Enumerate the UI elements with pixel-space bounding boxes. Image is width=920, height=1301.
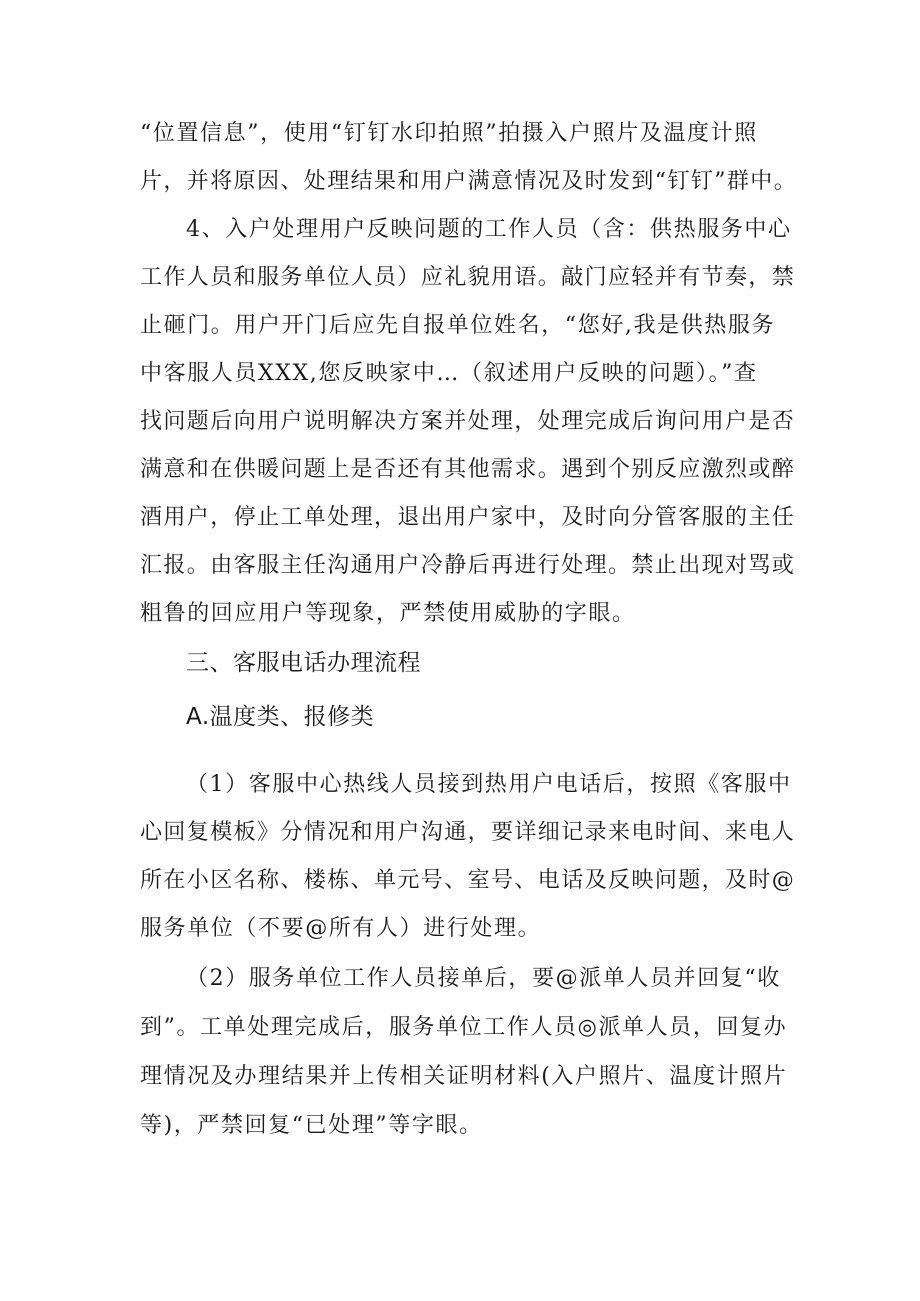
text-line: 片，并将原因、处理结果和用户满意情况及时发到“钉钉”群中。 (140, 169, 798, 194)
text-line: 4、入户处理用户反映问题的工作人员（含：供热服务中心 (186, 217, 792, 242)
text-line: “位置信息”，使用“钉钉水印拍照”拍摄入户照片及温度计照 (140, 121, 758, 146)
text-line: 中客服人员XXX,您反映家中…（叙述用户反映的问题）。”查 (140, 361, 758, 386)
text-line: 心回复模板》分情况和用户沟通，要详细记录来电时间、来电人 (140, 820, 796, 845)
text-line: 等)，严禁回复“已处理”等字眼。 (140, 1113, 483, 1138)
text-line: 所在小区名称、楼栋、单元号、室号、电话及反映问题，及时@ (140, 868, 796, 893)
subsection-heading: A.温度类、报修类 (186, 704, 375, 730)
text-line: 找问题后向用户说明解决方案并处理，处理完成后询问用户是否 (140, 409, 796, 434)
text-line: （1）客服中心热线人员接到热用户电话后，按照《客服中 (186, 772, 792, 797)
text-line: 粗鲁的回应用户等现象，严禁使用威胁的字眼。 (140, 601, 636, 626)
text-line: 止砸门。用户开门后应先自报单位姓名，“您好,我是供热服务 (140, 313, 776, 338)
text-line: 酒用户，停止工单处理，退出用户家中，及时向分管客服的主任 (140, 505, 796, 530)
text-line: 到”。工单处理完成后，服务单位工作人员◎派单人员，回复办 (140, 1015, 788, 1040)
text-line: （2）服务单位工作人员接单后，要@派单人员并回复“收 (186, 966, 781, 991)
text-line: 服务单位（不要@所有人）进行处理。 (140, 916, 542, 941)
text-line: 理情况及办理结果并上传相关证明材料(入户照片、温度计照片 (140, 1064, 788, 1089)
text-line: 满意和在供暖问题上是否还有其他需求。遇到个别反应激烈或醉 (140, 457, 796, 482)
section-heading: 三、客服电话办理流程 (186, 650, 421, 676)
text-line: 汇报。由客服主任沟通用户冷静后再进行处理。禁止出现对骂或 (140, 553, 796, 578)
text-line: 工作人员和服务单位人员）应礼貌用语。敲门应轻并有节奏，禁 (140, 265, 796, 290)
